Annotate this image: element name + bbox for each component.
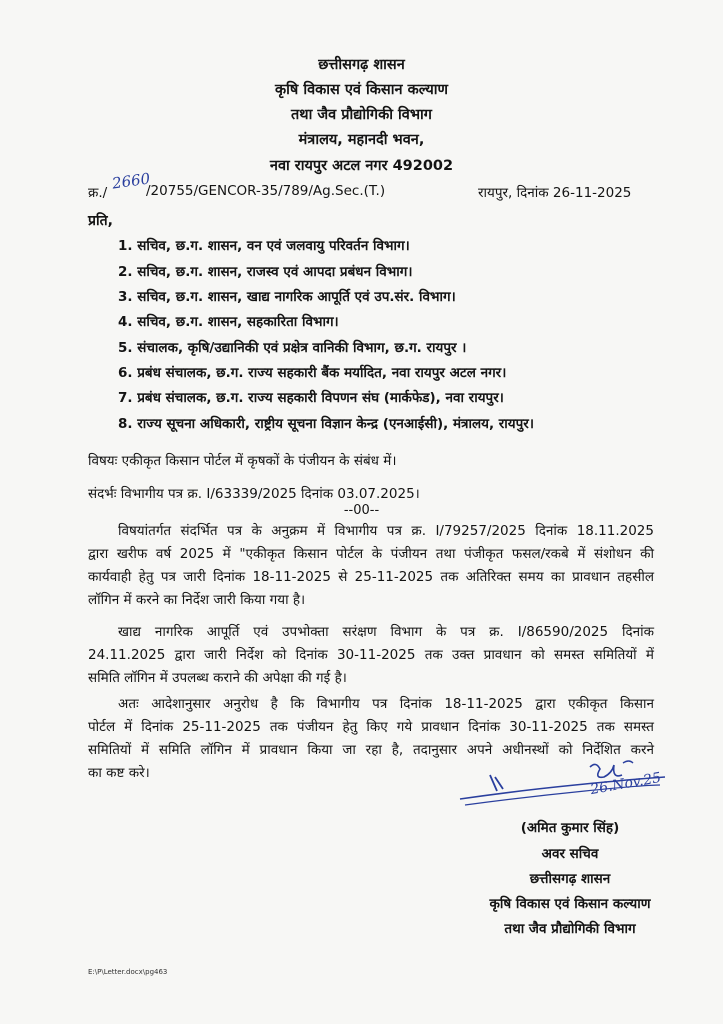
paragraph-line: कार्यवाही हेतु पत्र जारी दिनांक 18-11-2025 से 25-11-2025 तक अतिरिक्त समय का प्रावधान तहसील (88, 569, 654, 585)
recipient-item: 7. प्रबंध संचालक, छ.ग. राज्य सहकारी विपणन संघ (मार्कफेड), नवा रायपुर। (118, 390, 504, 406)
paragraph-line: 24.11.2025 द्वारा जारी निर्देश को दिनांक 30-11-2025 तक उक्त प्रावधान को समस्त समितियों में (88, 647, 654, 663)
subject-line: विषयः एकीकृत किसान पोर्टल में कृषकों के पंजीयन के संबंध में। (88, 453, 397, 469)
recipient-item: 6. प्रबंध संचालक, छ.ग. राज्य सहकारी बैंक मर्यादित, नवा रायपुर अटल नगर। (118, 365, 507, 381)
paragraph-line: खाद्य नागरिक आपूर्ति एवं उपभोक्ता सरंक्षण विभाग के पत्र क्र. I/86590/2025 दिनांक (118, 624, 654, 640)
paragraph-line: समिति लॉगिन में उपलब्ध कराने की अपेक्षा की गई है। (88, 670, 347, 686)
paragraph-1 (88, 520, 654, 612)
header-building: मंत्रालय, महानदी भवन, (298, 132, 425, 148)
recipient-item: 8. राज्य सूचना अधिकारी, राष्ट्रीय सूचना विज्ञान केन्द्र (एनआईसी), मंत्रालय, रायपुर। (118, 416, 534, 432)
signatory-government: छत्तीसगढ़ शासन (529, 871, 611, 887)
recipient-item: 2. सचिव, छ.ग. शासन, राजस्व एवं आपदा प्रबंधन विभाग। (118, 264, 413, 280)
place-date: रायपुर, दिनांक 26-11-2025 (478, 185, 632, 201)
paragraph-2 (88, 621, 654, 690)
header-city: नवा रायपुर अटल नगर 492002 (269, 158, 454, 174)
paragraph-line: समितियों में समिति लॉगिन में प्रावधान किया जा रहा है, तदानुसार अपने अधीनस्थों को निर्देशित करने (88, 742, 654, 758)
to-label: प्रति, (88, 213, 113, 229)
signatory-name: (अमित कुमार सिंह) (520, 820, 620, 836)
recipient-item: 1. सचिव, छ.ग. शासन, वन एवं जलवायु परिवर्तन विभाग। (118, 238, 410, 254)
footer-file-path: E:\P\Letter.docx\pg463 (88, 968, 168, 976)
recipient-item: 5. संचालक, कृषि/उद्यानिकी एवं प्रक्षेत्र वानिकी विभाग, छ.ग. रायपुर । (118, 340, 467, 356)
paragraph-line: अतः आदेशानुसार अनुरोध है कि विभागीय पत्र दिनांक 18-11-2025 द्वारा एकीकृत किसान (118, 696, 654, 712)
paragraph-line: लॉगिन में करने का निर्देश जारी किया गया है। (88, 592, 306, 608)
handwritten-reference-number: 2660 (110, 169, 152, 193)
signatory-department-2: तथा जैव प्रौद्योगिकी विभाग (504, 921, 636, 937)
recipient-item: 4. सचिव, छ.ग. शासन, सहकारिता विभाग। (118, 314, 339, 330)
signatory-designation: अवर सचिव (541, 846, 599, 862)
header-government: छत्तीसगढ़ शासन (318, 57, 405, 73)
reference-line: संदर्भः विभागीय पत्र क्र. I/63339/2025 दिनांक 03.07.2025। (88, 486, 420, 502)
reference-prefix: क्र./ (88, 185, 108, 201)
separator: --00-- (343, 503, 380, 518)
signatory-department: कृषि विकास एवं किसान कल्याण (489, 896, 651, 912)
paragraph-line: द्वारा खरीफ वर्ष 2025 में "एकीकृत किसान पोर्टल के पंजीयन तथा पंजीकृत फसल/रकबे में संशोधन की (88, 546, 654, 562)
recipient-item: 3. सचिव, छ.ग. शासन, खाद्य नागरिक आपूर्ति एवं उप.संर. विभाग। (118, 289, 456, 305)
reference-number: /20755/GENCOR-35/789/Ag.Sec.(T.) (146, 183, 386, 199)
paragraph-line: विषयांतर्गत संदर्भित पत्र के अनुक्रम में विभागीय पत्र क्र. I/79257/2025 दिनांक 18.11.2025 (118, 523, 654, 539)
signature-date: 26.Nov.25 (589, 769, 663, 799)
header-department: कृषि विकास एवं किसान कल्याण (275, 82, 448, 98)
header-department-2: तथा जैव प्रौद्योगिकी विभाग (291, 107, 432, 123)
paragraph-line: का कष्ट करे। (88, 765, 150, 781)
paragraph-line: पोर्टल में दिनांक 25-11-2025 तक पंजीयन हेतु किए गये प्रावधान दिनांक 30-11-2025 तक समस्त (88, 719, 654, 735)
